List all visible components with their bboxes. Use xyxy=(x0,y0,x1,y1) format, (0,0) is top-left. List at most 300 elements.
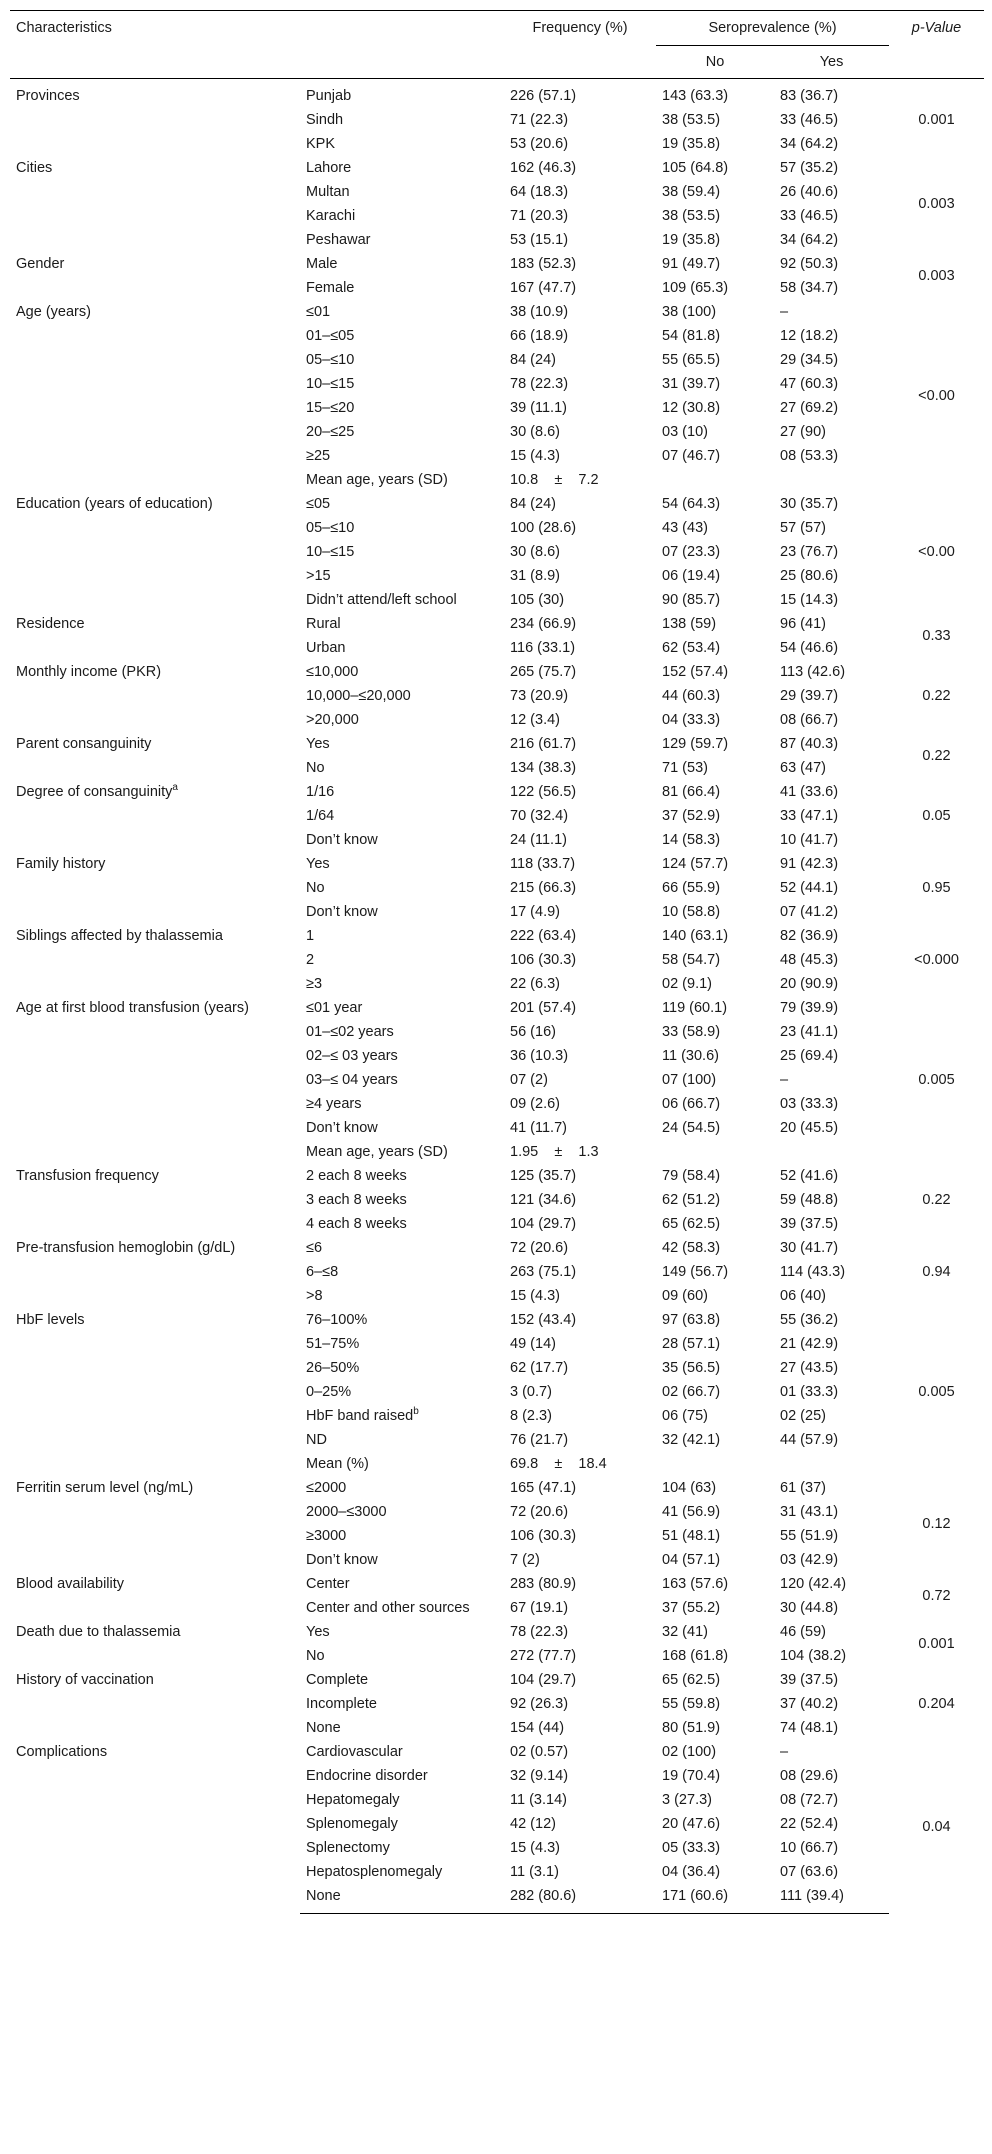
table-row xyxy=(10,300,984,324)
category-cell xyxy=(300,588,504,612)
category-cell xyxy=(300,1140,504,1164)
category-cell xyxy=(300,1356,504,1380)
table-row xyxy=(10,732,984,756)
category-text: ≤05 xyxy=(306,496,331,512)
frequency-cell: 78 (22.3) xyxy=(510,376,569,392)
group-label xyxy=(10,1308,300,1476)
group-label-text: Degree of consanguinity xyxy=(16,784,173,800)
table-row xyxy=(10,780,984,804)
category-text: Sindh xyxy=(306,112,344,128)
category-cell xyxy=(300,1116,504,1140)
frequency-cell: 152 (43.4) xyxy=(510,1312,577,1328)
category-cell xyxy=(300,1812,504,1836)
sero-yes-cell: 74 (48.1) xyxy=(780,1720,839,1736)
sero-yes-cell: 37 (40.2) xyxy=(780,1696,839,1712)
sero-yes-cell: 39 (37.5) xyxy=(780,1216,839,1232)
sero-no-cell: 105 (64.8) xyxy=(662,160,729,176)
table-row xyxy=(10,492,984,516)
group-label-text: Blood availability xyxy=(16,1576,125,1592)
sero-no-cell: 31 (39.7) xyxy=(662,376,721,392)
sero-no-cell: 32 (41) xyxy=(662,1624,708,1640)
category-text: No xyxy=(306,880,325,896)
sero-yes-cell: 92 (50.3) xyxy=(780,256,839,272)
category-cell xyxy=(300,1476,504,1500)
frequency-cell: 41 (11.7) xyxy=(510,1120,567,1136)
sero-no-cell: 71 (53) xyxy=(662,760,708,776)
sero-yes-cell: 87 (40.3) xyxy=(780,736,839,752)
table-row xyxy=(10,252,984,276)
frequency-cell: 56 (16) xyxy=(510,1024,556,1040)
frequency-cell: 100 (28.6) xyxy=(510,520,577,536)
sero-yes-cell: 44 (57.9) xyxy=(780,1432,839,1448)
sero-no-cell: 07 (100) xyxy=(662,1072,717,1088)
p-value-cell: 0.204 xyxy=(918,1696,955,1712)
sero-no-cell: 02 (9.1) xyxy=(662,976,712,992)
category-cell xyxy=(300,1020,504,1044)
frequency-cell: 12 (3.4) xyxy=(510,712,560,728)
category-cell xyxy=(300,1788,504,1812)
frequency-cell: 265 (75.7) xyxy=(510,664,577,680)
frequency-cell: 67 (19.1) xyxy=(510,1600,569,1616)
sero-no-cell: 81 (66.4) xyxy=(662,784,721,800)
frequency-cell: 105 (30) xyxy=(510,592,565,608)
category-text: 20–≤25 xyxy=(306,424,355,440)
category-text: 2 each 8 weeks xyxy=(306,1168,407,1184)
category-cell xyxy=(300,612,504,636)
category-text: Don’t know xyxy=(306,904,378,920)
sero-yes-cell: 52 (44.1) xyxy=(780,880,839,896)
sero-yes-cell: 55 (51.9) xyxy=(780,1528,839,1544)
frequency-cell: 76 (21.7) xyxy=(510,1432,569,1448)
sero-yes-cell: 55 (36.2) xyxy=(780,1312,839,1328)
p-value-cell: 0.003 xyxy=(918,196,955,212)
sero-yes-cell xyxy=(774,468,889,492)
category-cell xyxy=(300,276,504,300)
category-cell xyxy=(300,948,504,972)
group-label-text: Pre-transfusion hemoglobin (g/dL) xyxy=(16,1240,236,1256)
sero-no-cell: 11 (30.6) xyxy=(662,1048,719,1064)
category-text: 10,000–≤20,000 xyxy=(306,688,411,704)
frequency-cell: 15 (4.3) xyxy=(510,1288,560,1304)
sero-no-cell: 43 (43) xyxy=(662,520,708,536)
group-label xyxy=(10,924,300,996)
sero-yes-cell: 23 (41.1) xyxy=(780,1024,839,1040)
frequency-cell: 121 (34.6) xyxy=(510,1192,577,1208)
category-cell xyxy=(300,1716,504,1740)
sero-yes-cell: 22 (52.4) xyxy=(780,1816,839,1832)
sero-yes-cell: 20 (45.5) xyxy=(780,1120,839,1136)
category-cell xyxy=(300,876,504,900)
category-text: Splenectomy xyxy=(306,1840,390,1856)
p-value-cell: 0.95 xyxy=(922,880,951,896)
p-value-cell: 0.05 xyxy=(922,808,951,824)
sero-yes-cell: 08 (66.7) xyxy=(780,712,839,728)
frequency-cell: 62 (17.7) xyxy=(510,1360,569,1376)
header-characteristics: Characteristics xyxy=(10,11,504,79)
category-text: 15–≤20 xyxy=(306,400,355,416)
sero-no-cell: 55 (65.5) xyxy=(662,352,721,368)
group-label-text: Monthly income (PKR) xyxy=(16,664,162,680)
group-label-text: Siblings affected by thalassemia xyxy=(16,928,223,944)
category-text: >8 xyxy=(306,1288,323,1304)
frequency-cell: 15 (4.3) xyxy=(510,448,560,464)
category-cell xyxy=(300,1668,504,1692)
group-label xyxy=(10,1620,300,1668)
group-label-text: Cities xyxy=(16,160,53,176)
sero-yes-cell: 46 (59) xyxy=(780,1624,826,1640)
sero-yes-cell: – xyxy=(780,1072,789,1088)
sero-no-cell xyxy=(656,468,774,492)
category-text: ND xyxy=(306,1432,327,1448)
frequency-cell: 106 (30.3) xyxy=(510,952,577,968)
sero-no-cell: 14 (58.3) xyxy=(662,832,721,848)
sero-no-cell: 104 (63) xyxy=(662,1480,717,1496)
frequency-cell: 282 (80.6) xyxy=(504,1884,656,1914)
category-text: >20,000 xyxy=(306,712,359,728)
sero-yes-cell: 08 (72.7) xyxy=(780,1792,839,1808)
frequency-cell: 31 (8.9) xyxy=(510,568,560,584)
category-cell xyxy=(300,1164,504,1188)
category-text: ≥4 years xyxy=(306,1096,362,1112)
category-text: Didn’t attend/left school xyxy=(306,592,457,608)
sero-no-cell: 119 (60.1) xyxy=(662,1000,728,1016)
category-text: Peshawar xyxy=(306,232,371,248)
sero-yes-cell: 25 (69.4) xyxy=(780,1048,839,1064)
sero-no-cell: 91 (49.7) xyxy=(662,256,721,272)
sero-no-cell: 3 (27.3) xyxy=(662,1792,712,1808)
sero-yes-cell: 82 (36.9) xyxy=(780,928,839,944)
category-cell xyxy=(300,300,504,324)
sero-yes-cell: 30 (41.7) xyxy=(780,1240,839,1256)
frequency-cell: 78 (22.3) xyxy=(510,1624,569,1640)
category-text: Multan xyxy=(306,184,350,200)
table-row xyxy=(10,660,984,684)
sero-yes-cell xyxy=(774,1452,889,1476)
sero-no-cell: 37 (52.9) xyxy=(662,808,721,824)
frequency-cell: 22 (6.3) xyxy=(510,976,560,992)
sero-no-cell: 06 (19.4) xyxy=(662,568,721,584)
category-text: None xyxy=(306,1720,341,1736)
sero-yes-cell: 33 (46.5) xyxy=(780,208,839,224)
group-label-text: Transfusion frequency xyxy=(16,1168,159,1184)
category-text: Karachi xyxy=(306,208,356,224)
sero-no-cell: 20 (47.6) xyxy=(662,1816,721,1832)
frequency-cell: 17 (4.9) xyxy=(510,904,560,920)
sero-yes-cell: 29 (34.5) xyxy=(780,352,839,368)
sero-no-cell: 38 (53.5) xyxy=(662,208,721,224)
frequency-cell: 11 (3.14) xyxy=(510,1792,567,1808)
category-text: Mean age, years (SD) xyxy=(306,1144,448,1160)
category-cell xyxy=(300,684,504,708)
sero-no-cell: 04 (33.3) xyxy=(662,712,721,728)
group-label-text: Age at first blood transfusion (years) xyxy=(16,1000,249,1016)
category-cell xyxy=(300,324,504,348)
category-cell xyxy=(300,732,504,756)
frequency-cell: 66 (18.9) xyxy=(510,328,569,344)
category-cell xyxy=(300,1740,504,1764)
sero-no-cell: 07 (23.3) xyxy=(662,544,721,560)
category-cell xyxy=(300,900,504,924)
frequency-cell: 201 (57.4) xyxy=(510,1000,577,1016)
sero-no-cell xyxy=(656,1140,774,1164)
category-text: ≥3 xyxy=(306,976,323,992)
frequency-cell: 24 (11.1) xyxy=(510,832,567,848)
frequency-cell: 15 (4.3) xyxy=(510,1840,560,1856)
group-label xyxy=(10,1476,300,1572)
p-value-cell: 0.12 xyxy=(922,1516,951,1532)
category-text: No xyxy=(306,1648,325,1664)
sero-no-cell: 42 (58.3) xyxy=(662,1240,721,1256)
sero-no-cell: 02 (66.7) xyxy=(662,1384,721,1400)
frequency-cell: 53 (15.1) xyxy=(510,232,569,248)
sero-yes-cell: 111 (39.4) xyxy=(774,1884,889,1914)
sero-no-cell: 54 (64.3) xyxy=(662,496,721,512)
group-label xyxy=(10,1668,300,1740)
category-cell xyxy=(300,156,504,180)
frequency-cell: 122 (56.5) xyxy=(510,784,577,800)
category-cell xyxy=(300,1284,504,1308)
category-text: ≥25 xyxy=(306,448,331,464)
sero-no-cell: 124 (57.7) xyxy=(662,856,729,872)
frequency-cell: 263 (75.1) xyxy=(510,1264,577,1280)
sero-no-cell: 10 (58.8) xyxy=(662,904,721,920)
frequency-cell: 162 (46.3) xyxy=(510,160,577,176)
sero-yes-cell: 113 (42.6) xyxy=(780,664,846,680)
sero-yes-cell: 54 (46.6) xyxy=(780,640,839,656)
frequency-cell: 72 (20.6) xyxy=(510,1240,569,1256)
sero-no-cell: 38 (59.4) xyxy=(662,184,721,200)
frequency-cell: 165 (47.1) xyxy=(510,1480,577,1496)
category-text: 10–≤15 xyxy=(306,544,355,560)
frequency-cell: 36 (10.3) xyxy=(510,1048,569,1064)
sero-yes-cell: 57 (57) xyxy=(780,520,826,536)
category-cell xyxy=(300,444,504,468)
sero-no-cell: 04 (36.4) xyxy=(662,1864,721,1880)
sero-yes-cell: 07 (63.6) xyxy=(780,1864,839,1880)
sero-yes-cell: 41 (33.6) xyxy=(780,784,839,800)
sero-no-cell: 171 (60.6) xyxy=(656,1884,774,1914)
frequency-cell: 104 (29.7) xyxy=(510,1216,577,1232)
category-text: 1/16 xyxy=(306,784,335,800)
sero-no-cell: 04 (57.1) xyxy=(662,1552,721,1568)
sero-yes-cell: 10 (66.7) xyxy=(780,1840,839,1856)
category-cell xyxy=(300,636,504,660)
category-cell xyxy=(300,204,504,228)
category-cell xyxy=(300,372,504,396)
sero-yes-cell: 12 (18.2) xyxy=(780,328,839,344)
frequency-cell: 32 (9.14) xyxy=(510,1768,569,1784)
sero-no-cell: 168 (61.8) xyxy=(662,1648,729,1664)
sero-yes-cell: 23 (76.7) xyxy=(780,544,839,560)
category-cell xyxy=(300,1644,504,1668)
frequency-cell: 07 (2) xyxy=(510,1072,548,1088)
sero-no-cell: 129 (59.7) xyxy=(662,736,729,752)
sero-yes-cell: 52 (41.6) xyxy=(780,1168,839,1184)
frequency-cell: 7 (2) xyxy=(510,1552,540,1568)
group-label xyxy=(10,79,300,157)
category-cell xyxy=(300,780,504,804)
frequency-cell: 84 (24) xyxy=(510,496,556,512)
group-label xyxy=(10,1236,300,1308)
category-text: Mean age, years (SD) xyxy=(306,472,448,488)
p-value-cell: 0.22 xyxy=(922,1192,951,1208)
sero-no-cell: 03 (10) xyxy=(662,424,708,440)
frequency-cell: 72 (20.6) xyxy=(510,1504,569,1520)
category-text: Punjab xyxy=(306,88,352,104)
frequency-cell: 92 (26.3) xyxy=(510,1696,569,1712)
sero-no-cell: 38 (100) xyxy=(662,304,717,320)
group-label-text: Provinces xyxy=(16,88,80,104)
frequency-cell: 53 (20.6) xyxy=(510,136,569,152)
seroprevalence-table xyxy=(10,10,984,1914)
sero-yes-cell: 20 (90.9) xyxy=(780,976,839,992)
sero-no-cell: 65 (62.5) xyxy=(662,1672,721,1688)
sero-no-cell: 66 (55.9) xyxy=(662,880,721,896)
frequency-cell: 30 (8.6) xyxy=(510,544,560,560)
p-value-cell: 0.005 xyxy=(918,1384,955,1400)
frequency-cell: 104 (29.7) xyxy=(510,1672,577,1688)
table-row xyxy=(10,924,984,948)
sero-no-cell: 37 (55.2) xyxy=(662,1600,721,1616)
category-cell xyxy=(300,492,504,516)
group-label xyxy=(10,252,300,300)
sero-no-cell: 44 (60.3) xyxy=(662,688,721,704)
sero-yes-cell: 59 (48.8) xyxy=(780,1192,839,1208)
category-text: Urban xyxy=(306,640,346,656)
group-label xyxy=(10,1740,300,1914)
sero-yes-cell: 25 (80.6) xyxy=(780,568,839,584)
category-text: Mean (%) xyxy=(306,1456,369,1472)
category-cell xyxy=(300,1500,504,1524)
category-text: 2000–≤3000 xyxy=(306,1504,387,1520)
sero-yes-cell: 27 (43.5) xyxy=(780,1360,839,1376)
frequency-cell: 125 (35.7) xyxy=(510,1168,577,1184)
sero-no-cell: 80 (51.9) xyxy=(662,1720,721,1736)
category-cell xyxy=(300,1524,504,1548)
category-cell xyxy=(300,828,504,852)
category-cell xyxy=(300,1332,504,1356)
sero-no-cell: 41 (56.9) xyxy=(662,1504,721,1520)
category-cell xyxy=(300,468,504,492)
category-text: 03–≤ 04 years xyxy=(306,1072,398,1088)
category-text: 10–≤15 xyxy=(306,376,355,392)
category-text: ≥3000 xyxy=(306,1528,347,1544)
sero-yes-cell: 33 (47.1) xyxy=(780,808,839,824)
footnote-marker: b xyxy=(413,1406,419,1418)
group-label-text: Death due to thalassemia xyxy=(16,1624,181,1640)
frequency-cell: 154 (44) xyxy=(510,1720,565,1736)
category-cell xyxy=(300,79,504,109)
sero-yes-cell: 83 (36.7) xyxy=(780,88,839,104)
frequency-cell: 09 (2.6) xyxy=(510,1096,560,1112)
category-text: 1 xyxy=(306,928,315,944)
category-text: Don’t know xyxy=(306,1120,378,1136)
frequency-cell: 10.8 ± 7.2 xyxy=(510,472,599,488)
sero-yes-cell: 39 (37.5) xyxy=(780,1672,839,1688)
sero-no-cell: 19 (35.8) xyxy=(662,136,721,152)
category-cell xyxy=(300,1236,504,1260)
sero-no-cell: 35 (56.5) xyxy=(662,1360,721,1376)
category-text: 3 each 8 weeks xyxy=(306,1192,407,1208)
table-row xyxy=(10,1740,984,1764)
frequency-cell: 84 (24) xyxy=(510,352,556,368)
p-value-cell: 0.001 xyxy=(918,112,955,128)
group-label xyxy=(10,852,300,924)
header-yes: Yes xyxy=(774,46,889,79)
group-label xyxy=(10,300,300,492)
group-label xyxy=(10,492,300,612)
footnote-marker: a xyxy=(172,782,178,794)
p-value-cell: 0.003 xyxy=(918,268,955,284)
frequency-cell: 167 (47.7) xyxy=(510,280,577,296)
category-cell xyxy=(300,660,504,684)
group-label xyxy=(10,156,300,252)
category-text: 01–≤02 years xyxy=(306,1024,394,1040)
sero-no-cell: 54 (81.8) xyxy=(662,328,721,344)
p-value-cell: 0.94 xyxy=(922,1264,951,1280)
category-cell xyxy=(300,1380,504,1404)
category-cell xyxy=(300,924,504,948)
frequency-cell: 49 (14) xyxy=(510,1336,556,1352)
sero-yes-cell: 58 (34.7) xyxy=(780,280,839,296)
frequency-cell: 71 (22.3) xyxy=(510,112,569,128)
sero-yes-cell: 34 (64.2) xyxy=(780,232,839,248)
category-text: 05–≤10 xyxy=(306,352,355,368)
p-value-cell: 0.001 xyxy=(918,1636,955,1652)
sero-yes-cell: 30 (35.7) xyxy=(780,496,839,512)
p-value-cell: 0.22 xyxy=(922,748,951,764)
category-cell xyxy=(300,1884,504,1914)
sero-no-cell: 24 (54.5) xyxy=(662,1120,721,1136)
category-text: ≤10,000 xyxy=(306,664,359,680)
frequency-cell: 38 (10.9) xyxy=(510,304,569,320)
table-row xyxy=(10,996,984,1020)
frequency-cell: 106 (30.3) xyxy=(510,1528,577,1544)
sero-no-cell: 32 (42.1) xyxy=(662,1432,721,1448)
sero-yes-cell: 63 (47) xyxy=(780,760,826,776)
group-label-text: HbF levels xyxy=(16,1312,85,1328)
category-cell xyxy=(300,1692,504,1716)
category-cell xyxy=(300,996,504,1020)
frequency-cell: 283 (80.9) xyxy=(510,1576,577,1592)
category-cell xyxy=(300,108,504,132)
frequency-cell: 71 (20.3) xyxy=(510,208,569,224)
group-label xyxy=(10,612,300,660)
sero-yes-cell: 96 (41) xyxy=(780,616,826,632)
category-text: Center xyxy=(306,1576,350,1592)
group-label-text: Family history xyxy=(16,856,106,872)
group-label xyxy=(10,1164,300,1236)
header-pvalue-text: p-Value xyxy=(911,20,962,36)
category-text: 4 each 8 weeks xyxy=(306,1216,407,1232)
category-text: Yes xyxy=(306,856,330,872)
category-text: ≤01 xyxy=(306,304,331,320)
category-cell xyxy=(300,1860,504,1884)
sero-yes-cell: 03 (33.3) xyxy=(780,1096,839,1112)
sero-no-cell xyxy=(656,1452,774,1476)
sero-yes-cell: 61 (37) xyxy=(780,1480,826,1496)
table-row xyxy=(10,79,984,109)
frequency-cell: 272 (77.7) xyxy=(510,1648,577,1664)
category-cell xyxy=(300,756,504,780)
category-text: ≤01 year xyxy=(306,1000,363,1016)
category-text: Incomplete xyxy=(306,1696,377,1712)
category-cell xyxy=(300,1428,504,1452)
category-text: Female xyxy=(306,280,355,296)
p-value-cell: 0.33 xyxy=(922,628,951,644)
sero-no-cell: 07 (46.7) xyxy=(662,448,721,464)
sero-yes-cell: 34 (64.2) xyxy=(780,136,839,152)
